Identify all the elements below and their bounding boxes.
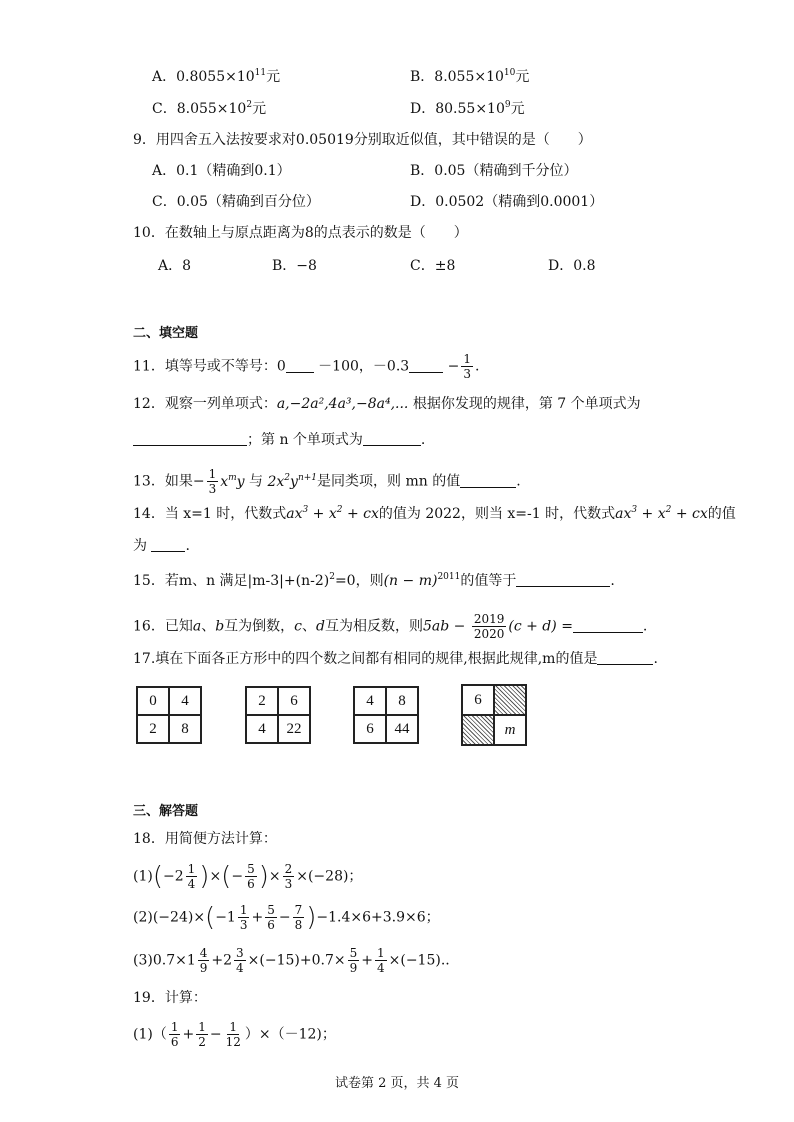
q10-option-d: D．0.8 bbox=[548, 258, 596, 274]
q8-option-c: C．$8.055\times 10^2$元 bbox=[152, 100, 267, 117]
square-cell: 4 bbox=[246, 715, 278, 743]
q8-option-a: A．$0.8055\times 10^{11}$元 bbox=[152, 68, 281, 85]
section-fill-in-heading: 二、填空题 bbox=[133, 326, 199, 341]
number-square-1 bbox=[136, 686, 202, 744]
q11: 11．填等号或不等号：0 －100，－0.3 − $\frac{1}{3}$ . bbox=[133, 352, 480, 381]
section-solutions-heading: 三、解答题 bbox=[133, 804, 199, 819]
q16: 16．已知a、b互为倒数，c、d互为相反数，则5ab − $\frac{2019}{2020}$ (c + d) = . bbox=[133, 612, 648, 641]
q18-stem: 18．用简便方法计算： bbox=[133, 831, 277, 847]
q18-part-2: (2)(−24)×(−1 $\frac{1}{3}$ + $\frac{5}{6}$ − $\frac{7}{8}$ )−1.4×6+3.9×6； bbox=[133, 902, 440, 933]
number-square-2 bbox=[245, 686, 311, 744]
q9-option-d: D．0.0502（精确到0.0001） bbox=[410, 194, 604, 210]
q10-option-a: A．8 bbox=[158, 258, 192, 274]
q14-line1: 14．当 x=1 时，代数式$ax^3 + x^2$ + cx的值为 2022，则当 x=-1 时，代数式$ax^3 + x^2$ + cx的值 bbox=[133, 505, 736, 522]
square-cell: 6 bbox=[354, 715, 386, 743]
hatched-cell bbox=[462, 715, 494, 745]
number-square-4 bbox=[461, 684, 527, 746]
q8-option-d: D．$80.55\times 10^9$元 bbox=[410, 100, 525, 117]
square-cell: 6 bbox=[278, 687, 310, 715]
q8-option-b: B．$8.055\times 10^{10}$元 bbox=[410, 68, 530, 85]
square-cell: 44 bbox=[386, 715, 418, 743]
square-cell: 2 bbox=[246, 687, 278, 715]
square-cell: 4 bbox=[169, 687, 201, 715]
square-cell: 8 bbox=[386, 687, 418, 715]
q13: 13．如果− $\frac{1}{3}$ $x^my$ 与 $2x^2y^{n+1}$是同类项，则 mn 的值 . bbox=[133, 467, 521, 496]
q9-option-c: C．0.05（精确到百分位） bbox=[152, 194, 320, 210]
square-cell: 6 bbox=[462, 685, 494, 715]
number-square-3 bbox=[353, 686, 419, 744]
q10-option-b: B．−8 bbox=[272, 258, 317, 274]
square-cell: 0 bbox=[137, 687, 169, 715]
q19-part-1: (1)（ $\frac{1}{6}$ + $\frac{1}{2}$ − $\frac{1}{12}$ ）×（－12)； bbox=[133, 1020, 336, 1049]
q17-stem: 17.填在下面各正方形中的四个数之间都有相同的规律,根据此规律,m的值是 . bbox=[133, 651, 658, 667]
q18-part-3: (3)0.7×1 $\frac{4}{9}$ +2 $\frac{3}{4}$ ×(−15)+0.7× $\frac{5}{9}$ + $\frac{1}{4}$ ×(−15).. bbox=[133, 946, 450, 975]
q10-option-c: C．±8 bbox=[410, 258, 456, 274]
hatched-cell bbox=[494, 685, 526, 715]
q9-option-a: A．0.1（精确到0.1） bbox=[152, 163, 291, 179]
q15: 15．若m、n 满足$|m-3|+(n-2)^2=0$，则$(n - m)^{2011}$的值等于 . bbox=[133, 572, 615, 589]
square-cell: 4 bbox=[354, 687, 386, 715]
square-cell: 2 bbox=[137, 715, 169, 743]
q9-stem: 9．用四舍五入法按要求对0.05019分别取近似值，其中错误的是（ ） bbox=[133, 132, 592, 148]
q10-stem: 10．在数轴上与原点距离为8的点表示的数是（ ） bbox=[133, 225, 468, 241]
square-cell-m: m bbox=[494, 715, 526, 745]
square-cell: 22 bbox=[278, 715, 310, 743]
q12-line1: 12．观察一列单项式：a,−2a²,4a³,−8a⁴,... 根据你发现的规律，第 7 个单项式为 bbox=[133, 396, 641, 412]
q12-line2: ；第 n 个单项式为 . bbox=[133, 430, 425, 450]
q18-part-1: (1)(−2 $\frac{1}{4}$ )×(− $\frac{5}{6}$ )× $\frac{2}{3}$ ×(−28)； bbox=[133, 861, 363, 892]
q9-option-b: B．0.05（精确到千分位） bbox=[410, 163, 578, 179]
page-footer: 试卷第 2 页，共 4 页 bbox=[334, 1076, 460, 1091]
q14-line2: 为 . bbox=[133, 538, 190, 554]
q19-stem: 19．计算： bbox=[133, 990, 207, 1006]
square-cell: 8 bbox=[169, 715, 201, 743]
